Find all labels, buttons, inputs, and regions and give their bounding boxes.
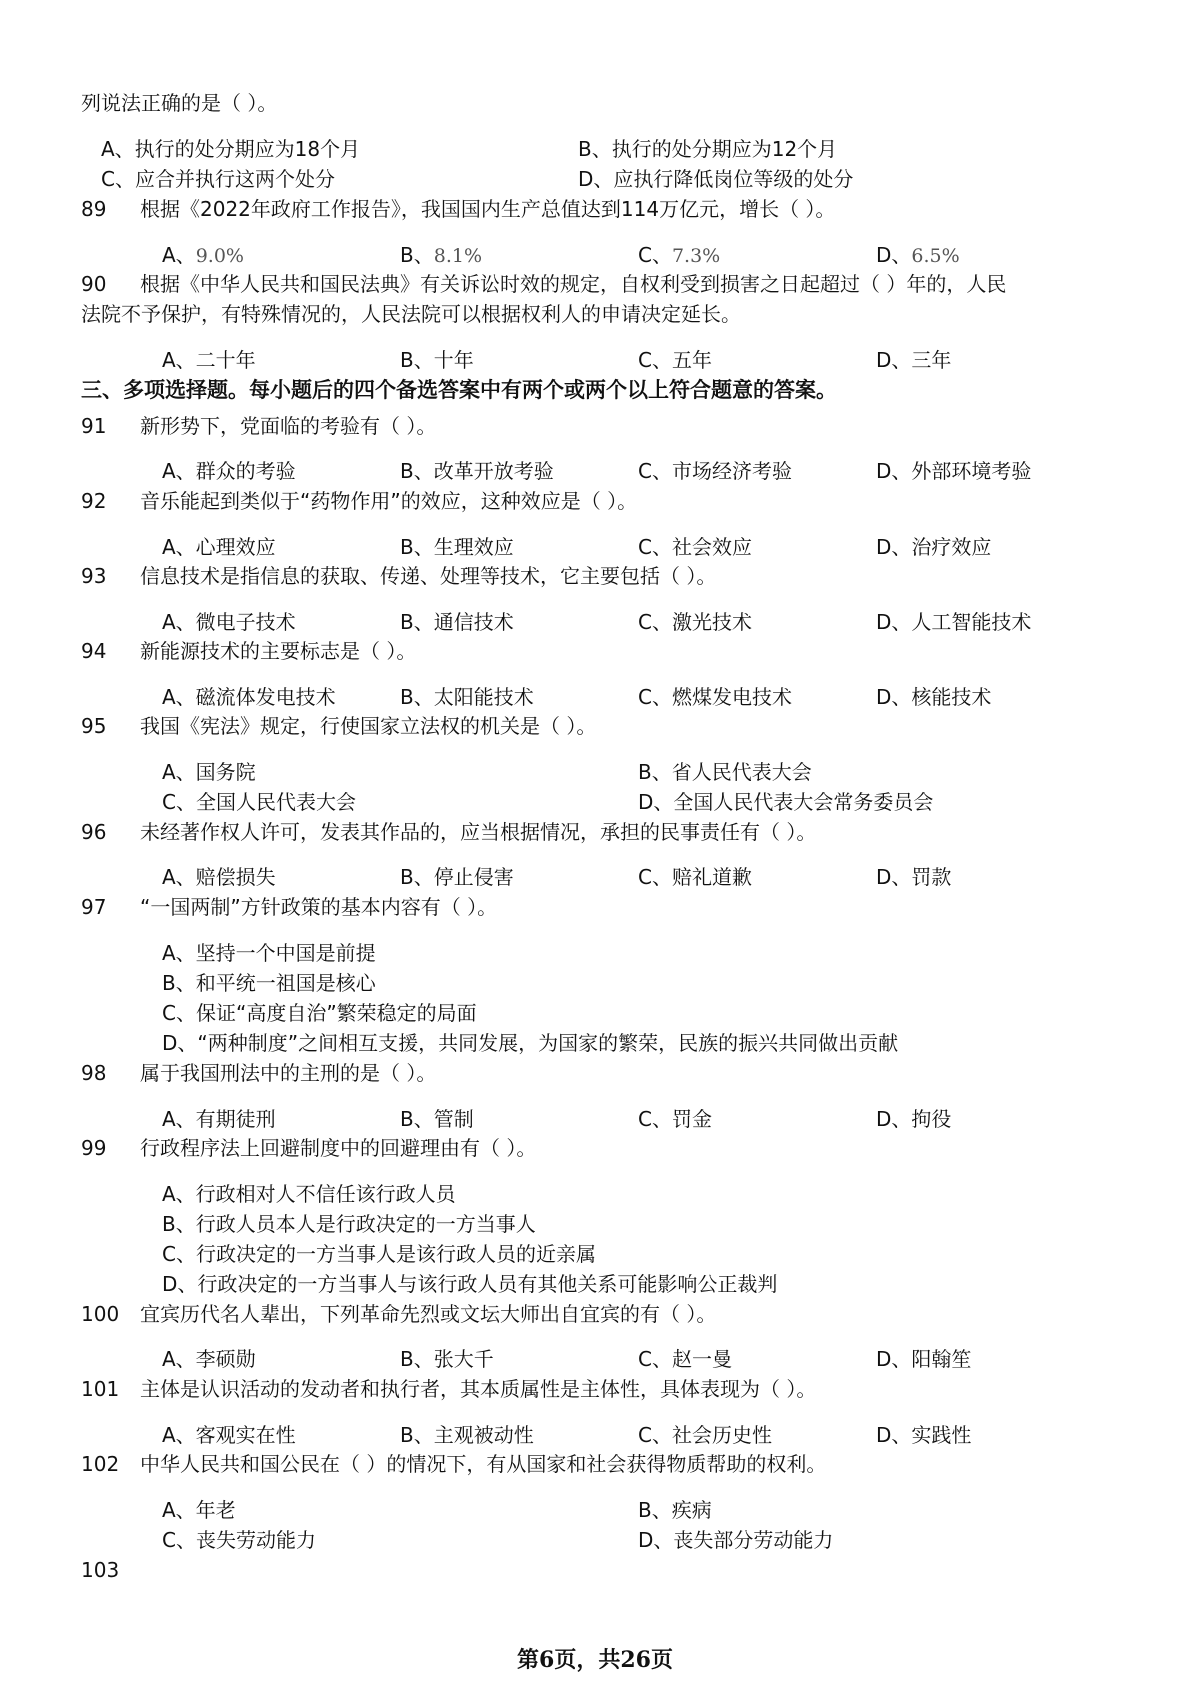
q96-option-d: D、罚款 bbox=[876, 865, 952, 889]
q103-number: 103 bbox=[81, 1558, 120, 1582]
q100-option-c: C、赵一曼 bbox=[638, 1347, 732, 1371]
q92-option-c: C、社会效应 bbox=[638, 535, 752, 559]
q101-option-d: D、实践性 bbox=[876, 1423, 972, 1447]
q91-option-d: D、外部环境考验 bbox=[876, 459, 1032, 483]
q97-option-c: C、保证“高度自治”繁荣稳定的局面 bbox=[162, 1001, 477, 1025]
q94-text: 新能源技术的主要标志是（ ）。 bbox=[140, 639, 417, 663]
question-88-continuation: 列说法正确的是（ ）。 bbox=[81, 91, 278, 115]
q97-text: “一国两制”方针政策的基本内容有（ ）。 bbox=[140, 895, 498, 919]
q93-option-b: B、通信技术 bbox=[400, 610, 514, 634]
q98-option-d: D、拘役 bbox=[876, 1107, 952, 1131]
q100-number: 100 bbox=[81, 1302, 120, 1326]
q99-number: 99 bbox=[81, 1136, 107, 1160]
q90-number: 90 bbox=[81, 272, 107, 296]
q97-option-b: B、和平统一祖国是核心 bbox=[162, 971, 376, 995]
q101-option-b: B、主观被动性 bbox=[400, 1423, 534, 1447]
q100-text: 宜宾历代名人辈出，下列革命先烈或文坛大师出自宜宾的有（ ）。 bbox=[140, 1302, 717, 1326]
q89-option-d: D、6.5% bbox=[876, 243, 960, 267]
q89-text: 根据《2022年政府工作报告》，我国国内生产总值达到114万亿元，增长（ ）。 bbox=[140, 197, 836, 221]
q100-option-b: B、张大千 bbox=[400, 1347, 494, 1371]
q94-option-c: C、燃煤发电技术 bbox=[638, 685, 792, 709]
q93-option-c: C、激光技术 bbox=[638, 610, 752, 634]
q95-option-c: C、全国人民代表大会 bbox=[162, 790, 356, 814]
q92-option-d: D、治疗效应 bbox=[876, 535, 992, 559]
q96-text: 未经著作权人许可，发表其作品的，应当根据情况，承担的民事责任有（ ）。 bbox=[140, 820, 817, 844]
q94-number: 94 bbox=[81, 639, 107, 663]
q90-option-d: D、三年 bbox=[876, 348, 952, 372]
q90-option-b: B、十年 bbox=[400, 348, 474, 372]
q96-option-b: B、停止侵害 bbox=[400, 865, 514, 889]
q88-option-b: B、执行的处分期应为12个月 bbox=[578, 137, 838, 161]
q96-number: 96 bbox=[81, 820, 107, 844]
q94-option-d: D、核能技术 bbox=[876, 685, 992, 709]
q101-text: 主体是认识活动的发动者和执行者，其本质属性是主体性，具体表现为（ ）。 bbox=[140, 1377, 817, 1401]
q89-option-b: B、8.1% bbox=[400, 243, 483, 267]
q101-option-c: C、社会历史性 bbox=[638, 1423, 772, 1447]
q93-number: 93 bbox=[81, 564, 107, 588]
q95-number: 95 bbox=[81, 714, 107, 738]
q97-option-d: D、“两种制度”之间相互支援，共同发展，为国家的繁荣，民族的振兴共同做出贡献 bbox=[162, 1031, 899, 1055]
q102-option-c: C、丧失劳动能力 bbox=[162, 1528, 316, 1552]
q102-number: 102 bbox=[81, 1452, 120, 1476]
q91-option-b: B、改革开放考验 bbox=[400, 459, 554, 483]
q98-number: 98 bbox=[81, 1061, 107, 1085]
q91-number: 91 bbox=[81, 414, 107, 438]
q97-number: 97 bbox=[81, 895, 107, 919]
q90-option-a: A、二十年 bbox=[162, 348, 256, 372]
q99-option-a: A、行政相对人不信任该行政人员 bbox=[162, 1182, 456, 1206]
q94-option-a: A、磁流体发电技术 bbox=[162, 685, 336, 709]
q100-option-a: A、李硕勋 bbox=[162, 1347, 256, 1371]
q91-text: 新形势下，党面临的考验有（ ）。 bbox=[140, 414, 437, 438]
q98-option-b: B、管制 bbox=[400, 1107, 474, 1131]
q98-text: 属于我国刑法中的主刑的是（ ）。 bbox=[140, 1061, 437, 1085]
q99-option-b: B、行政人员本人是行政决定的一方当事人 bbox=[162, 1212, 536, 1236]
q89-option-c: C、7.3% bbox=[638, 243, 721, 267]
q89-option-a: A、9.0% bbox=[162, 243, 244, 267]
q90-option-c: C、五年 bbox=[638, 348, 712, 372]
q93-text: 信息技术是指信息的获取、传递、处理等技术，它主要包括（ ）。 bbox=[140, 564, 717, 588]
q92-option-b: B、生理效应 bbox=[400, 535, 514, 559]
q93-option-d: D、人工智能技术 bbox=[876, 610, 1032, 634]
q92-option-a: A、心理效应 bbox=[162, 535, 276, 559]
q99-text: 行政程序法上回避制度中的回避理由有（ ）。 bbox=[140, 1136, 537, 1160]
q102-option-d: D、丧失部分劳动能力 bbox=[638, 1528, 834, 1552]
q98-option-a: A、有期徒刑 bbox=[162, 1107, 276, 1131]
q96-option-c: C、赔礼道歉 bbox=[638, 865, 752, 889]
q92-number: 92 bbox=[81, 489, 107, 513]
q98-option-c: C、罚金 bbox=[638, 1107, 712, 1131]
q101-option-a: A、客观实在性 bbox=[162, 1423, 296, 1447]
q97-option-a: A、坚持一个中国是前提 bbox=[162, 941, 376, 965]
q94-option-b: B、太阳能技术 bbox=[400, 685, 534, 709]
q99-option-c: C、行政决定的一方当事人是该行政人员的近亲属 bbox=[162, 1242, 596, 1266]
q91-option-c: C、市场经济考验 bbox=[638, 459, 792, 483]
page-footer: 第6页，共26页 bbox=[517, 1647, 673, 1673]
q93-option-a: A、微电子技术 bbox=[162, 610, 296, 634]
q96-option-a: A、赔偿损失 bbox=[162, 865, 276, 889]
q99-option-d: D、行政决定的一方当事人与该行政人员有其他关系可能影响公正裁判 bbox=[162, 1272, 778, 1296]
q102-text: 中华人民共和国公民在（ ）的情况下，有从国家和社会获得物质帮助的权利。 bbox=[140, 1452, 827, 1476]
q95-option-d: D、全国人民代表大会常务委员会 bbox=[638, 790, 934, 814]
q101-number: 101 bbox=[81, 1377, 120, 1401]
q95-option-b: B、省人民代表大会 bbox=[638, 760, 812, 784]
q91-option-a: A、群众的考验 bbox=[162, 459, 296, 483]
q92-text: 音乐能起到类似于“药物作用”的效应，这种效应是（ ）。 bbox=[140, 489, 638, 513]
q88-option-c: C、应合并执行这两个处分 bbox=[101, 167, 335, 191]
q89-number: 89 bbox=[81, 197, 107, 221]
q88-option-d: D、应执行降低岗位等级的处分 bbox=[578, 167, 854, 191]
q88-option-a: A、执行的处分期应为18个月 bbox=[101, 137, 361, 161]
q90-text-line2: 法院不予保护，有特殊情况的，人民法院可以根据权利人的申请决定延长。 bbox=[81, 302, 741, 326]
q90-text-line1: 根据《中华人民共和国民法典》有关诉讼时效的规定，自权利受到损害之日起超过（ ）年的，人民 bbox=[140, 272, 1007, 296]
q95-option-a: A、国务院 bbox=[162, 760, 256, 784]
q95-text: 我国《宪法》规定，行使国家立法权的机关是（ ）。 bbox=[140, 714, 597, 738]
q102-option-a: A、年老 bbox=[162, 1498, 236, 1522]
q102-option-b: B、疾病 bbox=[638, 1498, 712, 1522]
section-3-heading: 三、多项选择题。每小题后的四个备选答案中有两个或两个以上符合题意的答案。 bbox=[81, 378, 837, 402]
q100-option-d: D、阳翰笙 bbox=[876, 1347, 972, 1371]
